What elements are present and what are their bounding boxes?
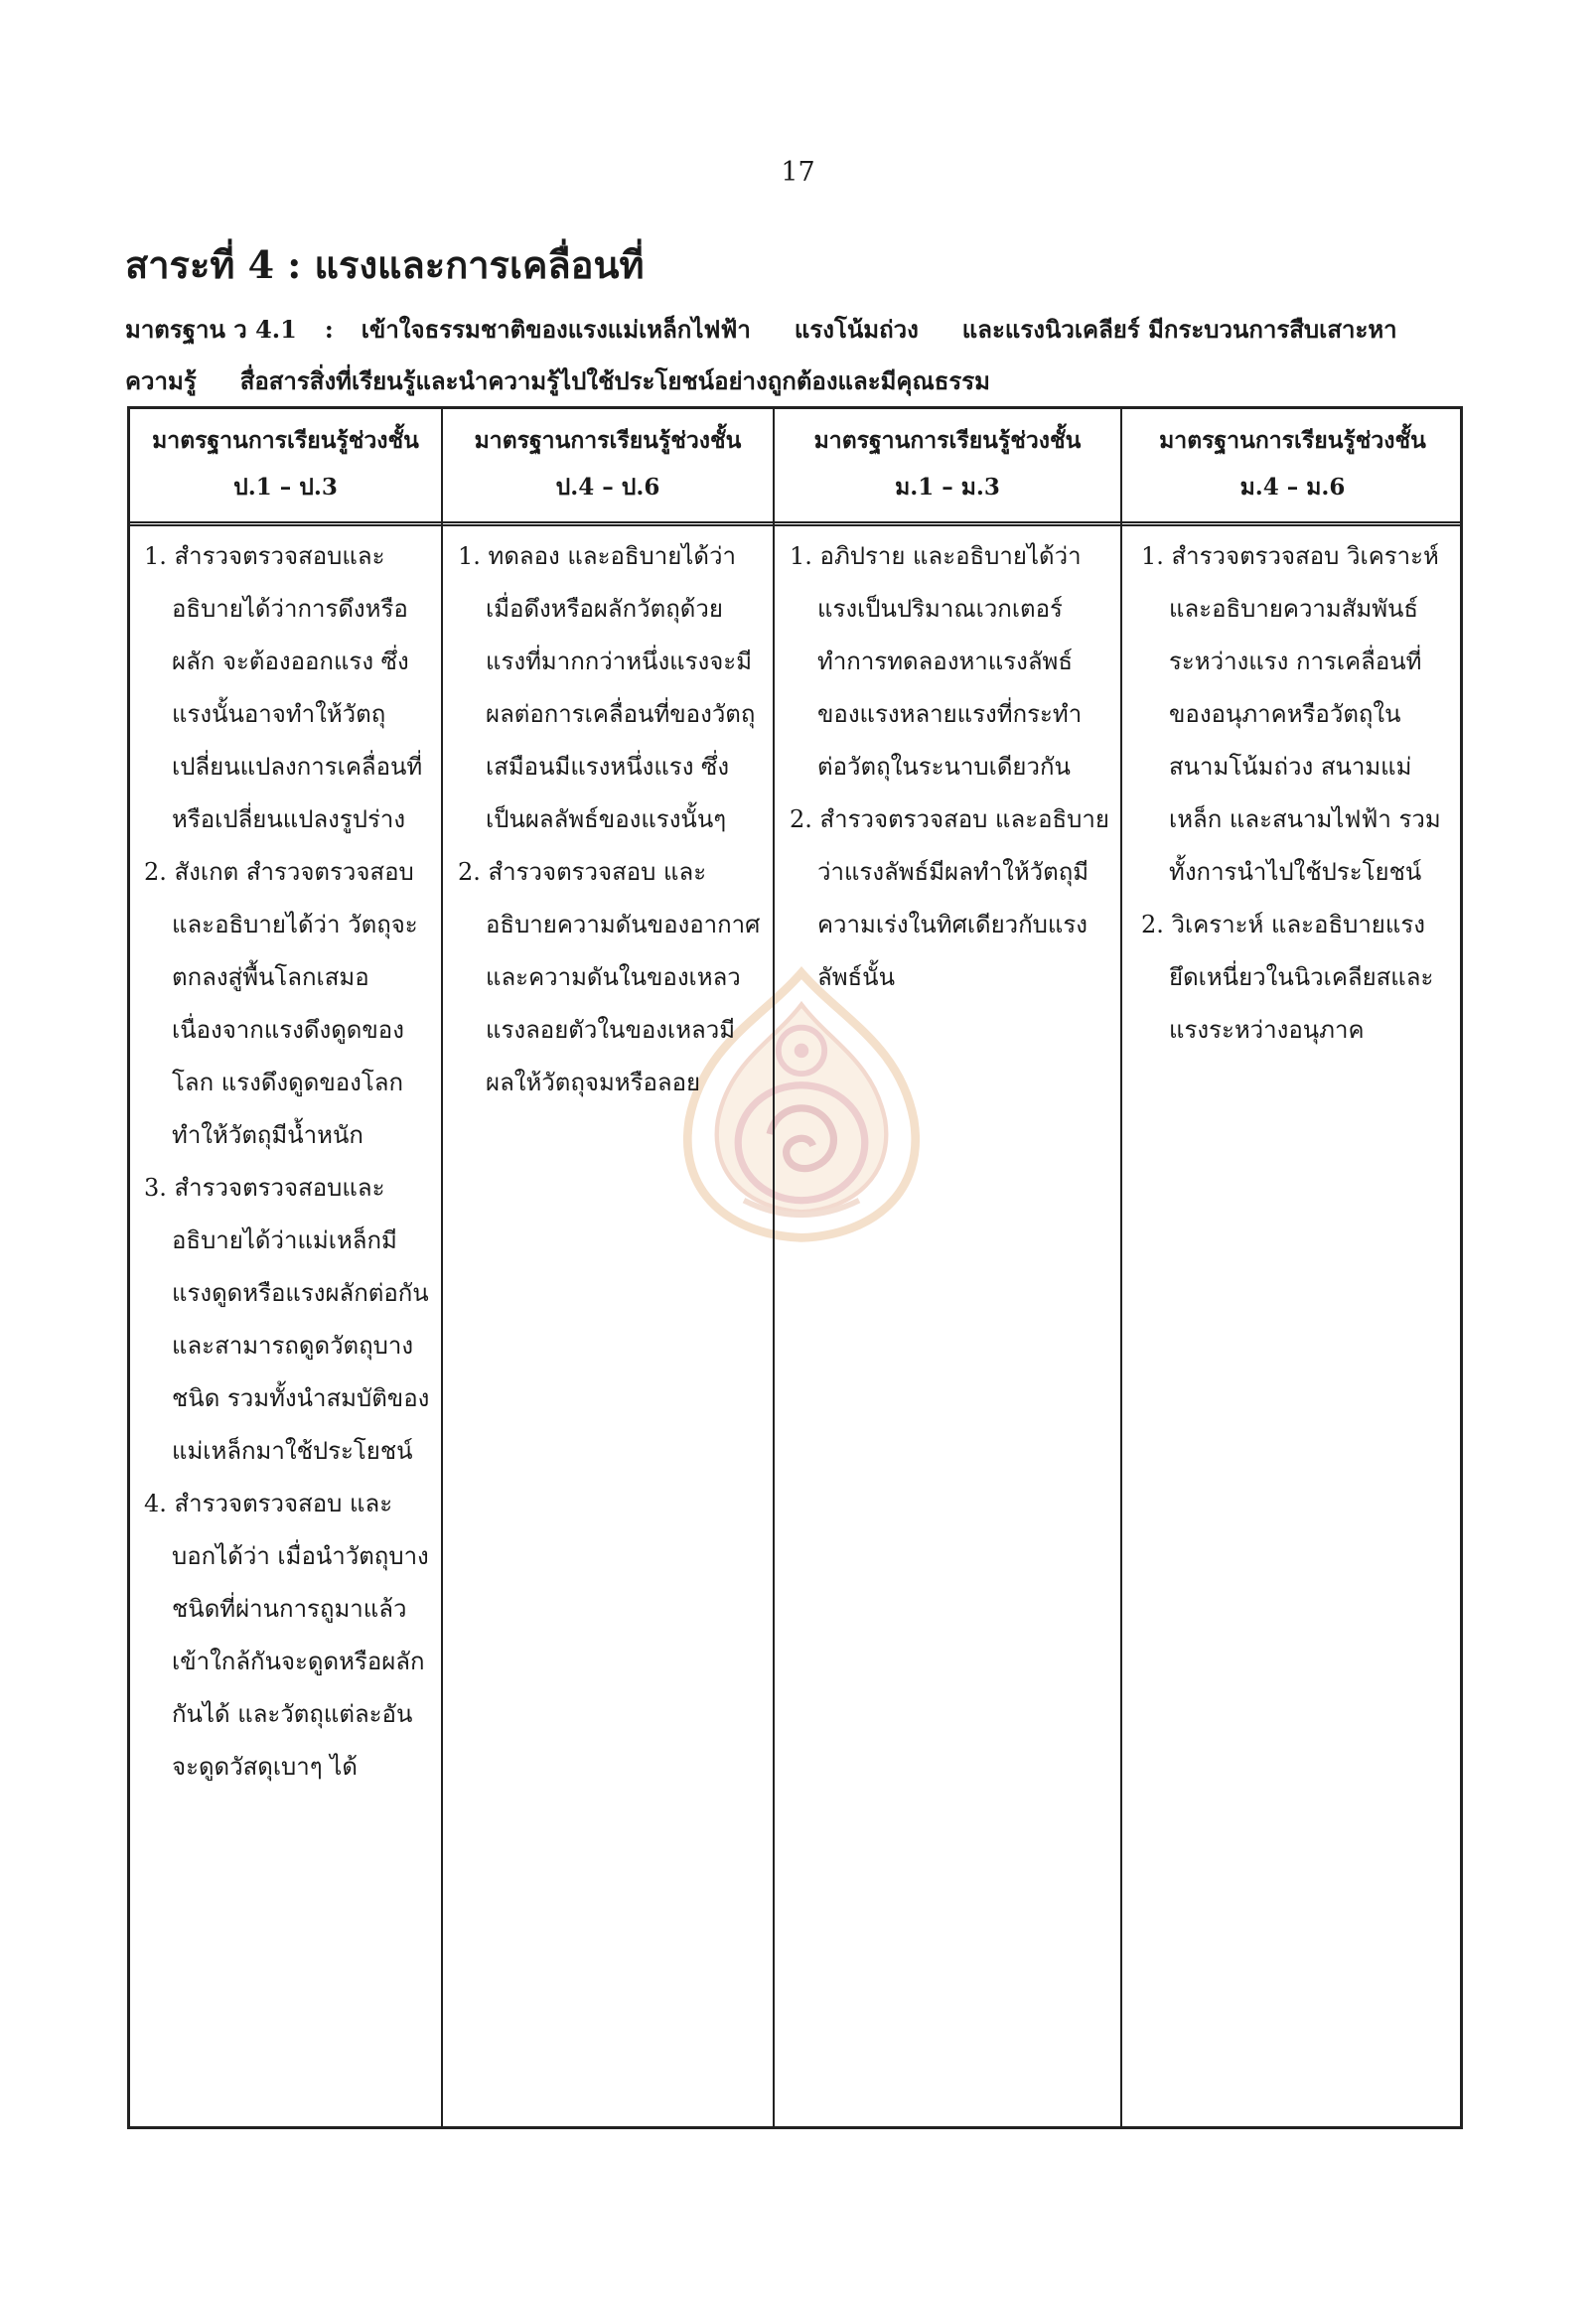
- column-divider: [441, 409, 443, 2126]
- column-header-p1-p3: [130, 417, 441, 510]
- column-header-title: มาตรฐานการเรียนรู้ช่วงชั้น: [813, 427, 1082, 454]
- standard-line-2: [125, 356, 1474, 407]
- standard-colon: :: [324, 315, 334, 344]
- list-item: 2. วิเคราะห์ และอธิบายแรงยึดเหนี่ยวในนิวเคลียสและแรงระหว่างอนุภาค: [1141, 911, 1434, 1044]
- column-header-title: มาตรฐานการเรียนรู้ช่วงชั้น: [1159, 427, 1426, 454]
- column-header-m1-m3: [775, 417, 1120, 510]
- standard-text-part5: สื่อสารสิ่งที่เรียนรู้และนำความรู้ไปใช้ประโยชน์อย่างถูกต้องและมีคุณธรรม: [239, 366, 990, 395]
- column-body-p4-p6: [458, 530, 761, 1109]
- column-body-m4-m6: [1141, 530, 1451, 1057]
- column-divider: [773, 409, 775, 2126]
- learning-standards-table: [127, 406, 1463, 2129]
- list-item: 3. สำรวจตรวจสอบและอธิบายได้ว่าแม่เหล็กมีแรงดูดหรือแรงผลักต่อกันและสามารถดูดวัตถุบางชนิด รวมทั้งนำสมบัติของแม่เหล็กมาใช้ประโยชน์: [144, 1174, 430, 1465]
- list-item: 1. สำรวจตรวจสอบและอธิบายได้ว่าการดึงหรือผลัก จะต้องออกแรง ซึ่งแรงนั้นอาจทำให้วัตถุเปลี่ยนแปลงการเคลื่อนที่หรือเปลี่ยนแปลงรูปร่าง: [144, 542, 423, 833]
- list-item: 2. สำรวจตรวจสอบ และอธิบายว่าแรงลัพธ์มีผลทำให้วัตถุมีความเร่งในทิศเดียวกับแรงลัพธ์นั้น: [790, 805, 1109, 991]
- column-header-grade: ป.1 – ป.3: [233, 474, 338, 501]
- standard-line-1: [125, 304, 1474, 356]
- standard-label: มาตรฐาน ว 4.1: [125, 315, 297, 344]
- column-header-grade: ป.4 – ป.6: [555, 474, 660, 501]
- column-body-m1-m3: [790, 530, 1109, 1004]
- list-item: 1. อภิปราย และอธิบายได้ว่าแรงเป็นปริมาณเวกเตอร์ ทำการทดลองหาแรงลัพธ์ของแรงหลายแรงที่กระทำต่อวัตถุในระนาบเดียวกัน: [790, 542, 1083, 781]
- column-header-title: มาตรฐานการเรียนรู้ช่วงชั้น: [474, 427, 742, 454]
- list-item: 1. ทดลอง และอธิบายได้ว่าเมื่อดึงหรือผลักวัตถุด้วยแรงที่มากกว่าหนึ่งแรงจะมีผลต่อการเคลื่อนที่ของวัตถุเสมือนมีแรงหนึ่งแรง ซึ่งเป็นผลลัพธ์ของแรงนั้นๆ: [458, 542, 756, 833]
- list-item: 1. สำรวจตรวจสอบ วิเคราะห์และอธิบายความสัมพันธ์ระหว่างแรง การเคลื่อนที่ของอนุภาคหรือวัตถุในสนามโน้มถ่วง สนามแม่เหล็ก และสนามไฟฟ้า รวมทั้งการนำไปใช้ประโยชน์: [1141, 542, 1441, 886]
- column-header-p4-p6: [443, 417, 773, 510]
- list-item: 2. สังเกต สำรวจตรวจสอบและอธิบายได้ว่า วัตถุจะตกลงสู่พื้นโลกเสมอ เนื่องจากแรงดึงดูดของโลก แรงดึงดูดของโลกทำให้วัตถุมีน้ำหนัก: [144, 858, 418, 1149]
- section-title: สาระที่ 4 : แรงและการเคลื่อนที่: [125, 242, 645, 287]
- list-item: 4. สำรวจตรวจสอบ และบอกได้ว่า เมื่อนำวัตถุบางชนิดที่ผ่านการถูมาแล้วเข้าใกล้กันจะดูดหรือผลักกันได้ และวัตถุแต่ละอันจะดูดวัสดุเบาๆ ได้: [144, 1490, 429, 1781]
- standard-text-part4: ความรู้: [125, 366, 197, 395]
- column-header-grade: ม.1 – ม.3: [895, 474, 1000, 501]
- column-body-p1-p3: [144, 530, 432, 1794]
- column-header-m4-m6: [1122, 417, 1463, 510]
- standard-text-part2: แรงโน้มถ่วง: [794, 315, 919, 344]
- page-number: 17: [781, 157, 815, 188]
- standard-text-part1: เข้าใจธรรมชาติของแรงแม่เหล็กไฟฟ้า: [361, 315, 751, 344]
- standard-text-part3: และแรงนิวเคลียร์ มีกระบวนการสืบเสาะหา: [961, 315, 1397, 344]
- column-header-grade: ม.4 – ม.6: [1239, 474, 1346, 501]
- standard-statement: [125, 304, 1474, 407]
- column-header-title: มาตรฐานการเรียนรู้ช่วงชั้น: [152, 427, 419, 454]
- column-divider: [1120, 409, 1122, 2126]
- list-item: 2. สำรวจตรวจสอบ และอธิบายความดันของอากาศและความดันในของเหลว แรงลอยตัวในของเหลวมีผลให้วัตถุจมหรือลอย: [458, 858, 761, 1096]
